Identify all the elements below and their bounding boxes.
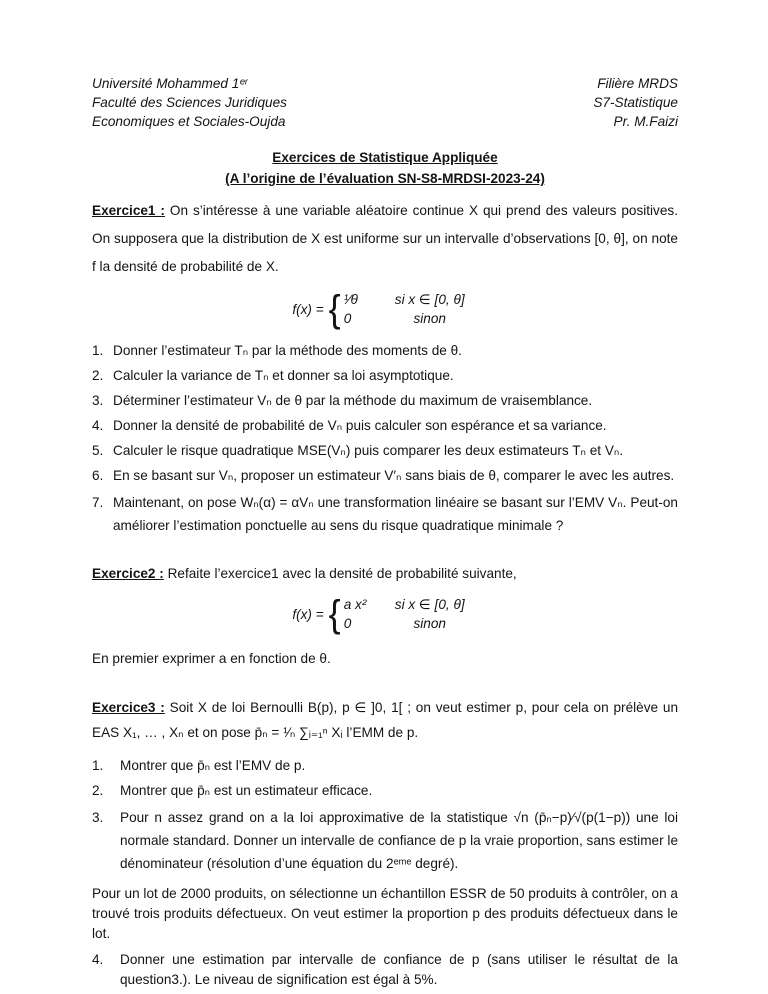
question-number: 7. [92,495,104,510]
formula-case-2 [344,309,478,328]
formula-brace: { [328,286,341,330]
question-number: 2. [92,783,104,798]
exercice3-questions [92,756,678,875]
exercice1-question-4 [92,416,678,436]
formula-brace: { [328,591,341,635]
formula-case-1 [344,595,478,614]
case-condition: sinon [413,616,446,631]
exercice1-question-6 [92,466,678,486]
formula-cases [344,290,478,328]
document-header [92,74,678,131]
question-text: En se basant sur Vₙ, proposer un estimateur V′ₙ sans biais de θ, comparer le avec les autres. [113,468,675,483]
question-number: 2. [92,368,104,383]
question-text: Donner la densité de probabilité de Vₙ puis calculer son espérance et sa variance. [113,418,607,433]
exercice3-question-4 [92,950,678,990]
exercice1-question-5 [92,441,678,461]
institution-line-2: Faculté des Sciences Juridiques [92,95,287,110]
exercice1-questions [92,341,678,537]
question-text: Calculer la variance de Tₙ et donner sa loi asymptotique. [113,368,454,383]
institution-line-3: Economiques et Sociales-Oujda [92,114,286,129]
exercice1-intro-text: On s’intéresse à une variable aléatoire continue X qui prend des valeurs positives. On supposera que la distribution de X est uniforme sur un intervalle d’observations [0, θ], on note f la densité de probabilité de X. [92,203,678,274]
course-line-1: Filière MRDS [597,76,678,91]
exercice3-question-4-block [92,950,678,990]
case-value: ¹⁄θ [343,292,358,307]
question-number: 3. [92,810,104,825]
exercice1-question-3 [92,391,678,411]
exercice3-context-paragraph: Pour un lot de 2000 produits, on sélectionne un échantillon ESSR de 50 produits à contrôler, on a trouvé trois produits défectueux. On veut estimer la proportion p des produits défectueux dans le lot. [92,886,678,941]
exercice1-question-7 [92,491,678,537]
case-condition: si x ∈ [0, θ] [394,292,465,307]
question-text: Maintenant, on pose Wₙ(α) = αVₙ une transformation linéaire se basant sur l’EMV Vₙ. Peut-on améliorer l’estimation ponctuelle au sens du risque quadratique minimale ? [113,495,678,533]
exercice2-intro [92,561,678,586]
case-condition: si x ∈ [0, θ] [394,597,465,612]
question-number: 5. [92,443,104,458]
case-value: 0 [343,311,352,326]
course-info-block [593,74,678,131]
exercice1-intro [92,197,678,281]
question-text: Donner l’estimateur Tₙ par la méthode des moments de θ. [113,343,462,358]
question-text: Calculer le risque quadratique MSE(Vₙ) puis comparer les deux estimateurs Tₙ et Vₙ. [113,443,624,458]
course-line-2: S7-Statistique [593,95,678,110]
formula-cases [344,595,478,633]
case-condition: sinon [413,311,446,326]
question-number: 4. [92,952,104,967]
question-text: Montrer que p̄ₙ est l’EMV de p. [120,758,306,773]
question-text: Pour n assez grand on a la loi approximative de la statistique √n (p̄ₙ−p)⁄√(p(1−p)) une loi normale standard. Donner un intervalle de confiance de p la vraie proportion, sans estimer le dénominateur (résolution d’une équation du 2ᵉᵐᵉ degré). [120,810,678,871]
exercice3-intro-text: Soit X de loi Bernoulli B(p), p ∈ ]0, 1[ ; on veut estimer p, pour cela on prélève un EAS X₁, … , Xₙ et on pose p̄ₙ = ¹⁄ₙ ∑ᵢ₌₁ⁿ Xᵢ l’EMM de p. [92,700,679,740]
case-value: a x² [343,597,367,612]
exercice2-label: Exercice2 : [92,566,164,581]
exercice1-question-2 [92,366,678,386]
exercice2-density-formula [92,591,678,635]
exercice1-label: Exercice1 : [92,203,165,218]
question-number: 6. [92,468,104,483]
question-text: Donner une estimation par intervalle de confiance de p (sans utiliser le résultat de la question3.). Le niveau de signification est égal à 5%. [120,952,678,987]
exercice3-label: Exercice3 : [92,700,165,715]
exercice3-question-3 [92,806,678,875]
question-text: Montrer que p̄ₙ est un estimateur efficace. [120,783,373,798]
title-line-1: Exercices de Statistique Appliquée [272,150,498,165]
case-value: 0 [343,616,352,631]
institution-block [92,74,287,131]
question-number: 3. [92,393,104,408]
formula-case-2 [344,614,478,633]
exercice3-question-2 [92,781,678,801]
title-line-2: (A l’origine de l’évaluation SN-S8-MRDSI-2023-24) [225,171,545,186]
exercice3-question-1 [92,756,678,776]
question-number: 1. [92,758,104,773]
formula-case-1 [344,290,478,309]
formula-lhs: f(x) = [292,606,324,622]
question-number: 1. [92,343,104,358]
question-number: 4. [92,418,104,433]
formula-lhs: f(x) = [292,301,324,317]
question-text: Déterminer l’estimateur Vₙ de θ par la méthode du maximum de vraisemblance. [113,393,593,408]
exercice3-intro [92,695,678,745]
exercice1-density-formula [92,286,678,330]
institution-line-1: Université Mohammed 1ᵉʳ [92,76,248,91]
exercice1-question-1 [92,341,678,361]
exercice2-intro-text: Refaite l’exercice1 avec la densité de probabilité suivante, [167,566,517,581]
document-title [92,147,678,189]
course-line-3: Pr. M.Faizi [613,114,678,129]
exercice2-footer: En premier exprimer a en fonction de θ. [92,651,331,666]
